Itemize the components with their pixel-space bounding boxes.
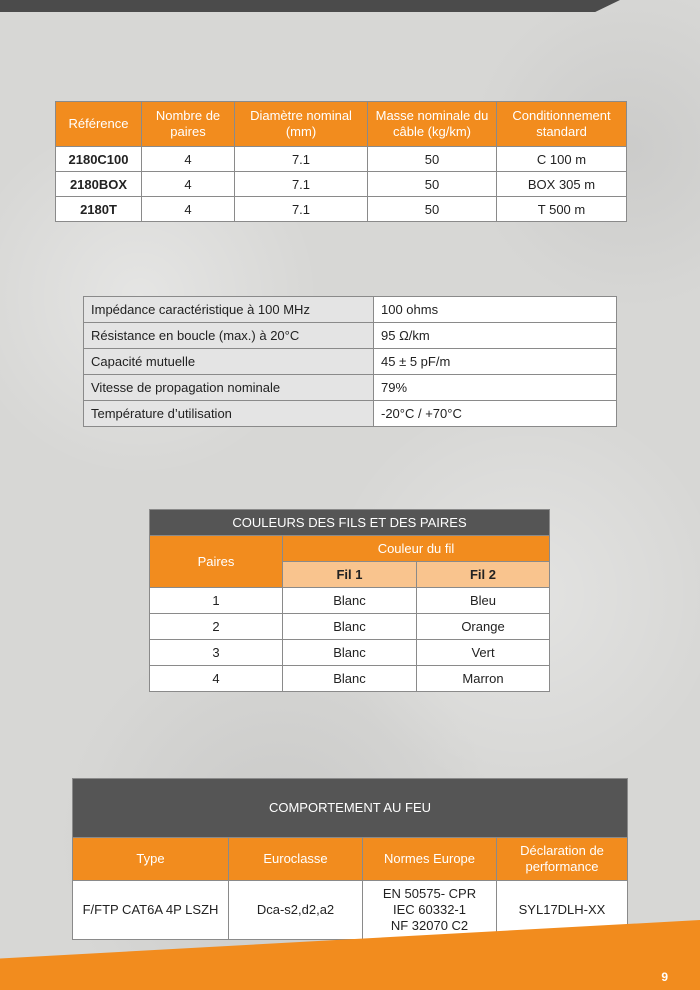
cell-pair-number: 4 — [150, 666, 283, 692]
spec-label: Résistance en boucle (max.) à 20°C — [84, 323, 374, 349]
wire-colors-header-row — [150, 536, 550, 562]
cell-fil1: Blanc — [283, 588, 417, 614]
cell-fil2: Marron — [417, 666, 550, 692]
cell-pair-number: 2 — [150, 614, 283, 640]
standard-line: IEC 60332-1 — [393, 902, 466, 917]
reference-header-row — [56, 102, 627, 147]
cell-fil1: Blanc — [283, 614, 417, 640]
spec-value: 45 ± 5 pF/m — [374, 349, 617, 375]
standard-line: EN 50575- CPR — [382, 886, 477, 901]
spec-value: 100 ohms — [374, 297, 617, 323]
cell-pairs: 4 — [142, 172, 235, 197]
table-row — [56, 172, 627, 197]
fire-header-row — [73, 838, 628, 881]
cell-fil1: Blanc — [283, 666, 417, 692]
table-row — [84, 323, 617, 349]
table-row — [150, 666, 550, 692]
header-euroclass: Euroclasse — [229, 838, 363, 881]
table-row — [150, 640, 550, 666]
header-wire-color: Couleur du fil — [283, 536, 550, 562]
table-row — [84, 375, 617, 401]
cell-diameter: 7.1 — [235, 172, 368, 197]
table-row — [84, 297, 617, 323]
header-packaging: Conditionnement standard — [497, 102, 627, 147]
table-row — [56, 147, 627, 172]
cell-euroclass: Dca-s2,d2,a2 — [229, 881, 363, 940]
cell-pair-number: 3 — [150, 640, 283, 666]
table-row — [150, 614, 550, 640]
cell-fil2: Bleu — [417, 588, 550, 614]
cell-reference: 2180T — [56, 197, 142, 222]
header-reference: Référence — [56, 102, 142, 147]
cell-diameter: 7.1 — [235, 197, 368, 222]
header-pairs-count: Nombre de paires — [142, 102, 235, 147]
cell-mass: 50 — [368, 172, 497, 197]
cell-fil2: Vert — [417, 640, 550, 666]
header-fil1: Fil 1 — [283, 562, 417, 588]
standard-line: NF 32070 C2 — [390, 918, 469, 933]
wire-colors-table — [149, 509, 550, 692]
cell-mass: 50 — [368, 197, 497, 222]
wire-colors-title-row — [150, 510, 550, 536]
cell-packaging: T 500 m — [497, 197, 627, 222]
header-diameter: Diamètre nominal (mm) — [235, 102, 368, 147]
table-row — [150, 588, 550, 614]
header-type: Type — [73, 838, 229, 881]
header-declaration: Déclaration de performance — [497, 838, 628, 881]
spec-label: Température d’utilisation — [84, 401, 374, 427]
header-pairs: Paires — [150, 536, 283, 588]
table-row — [84, 349, 617, 375]
cell-diameter: 7.1 — [235, 147, 368, 172]
fire-title-row — [73, 779, 628, 838]
top-decor-bar — [0, 0, 620, 12]
fire-behavior-table — [72, 778, 628, 940]
cell-pair-number: 1 — [150, 588, 283, 614]
cell-pairs: 4 — [142, 147, 235, 172]
cell-pairs: 4 — [142, 197, 235, 222]
spec-label: Impédance caractéristique à 100 MHz — [84, 297, 374, 323]
spec-value: 95 Ω/km — [374, 323, 617, 349]
spec-value: 79% — [374, 375, 617, 401]
specs-table — [83, 296, 617, 427]
spec-label: Capacité mutuelle — [84, 349, 374, 375]
reference-table — [55, 101, 627, 222]
fire-title: COMPORTEMENT AU FEU — [73, 779, 628, 838]
cell-declaration: SYL17DLH-XX — [497, 881, 628, 940]
spec-value: -20°C / +70°C — [374, 401, 617, 427]
cell-packaging: C 100 m — [497, 147, 627, 172]
cell-mass: 50 — [368, 147, 497, 172]
cell-packaging: BOX 305 m — [497, 172, 627, 197]
spec-label: Vitesse de propagation nominale — [84, 375, 374, 401]
table-row — [56, 197, 627, 222]
table-row — [84, 401, 617, 427]
header-mass: Masse nominale du câble (kg/km) — [368, 102, 497, 147]
cell-fil2: Orange — [417, 614, 550, 640]
header-standards: Normes Europe — [363, 838, 497, 881]
cell-standards — [363, 881, 497, 940]
cell-type: F/FTP CAT6A 4P LSZH — [73, 881, 229, 940]
wire-colors-title: COULEURS DES FILS ET DES PAIRES — [150, 510, 550, 536]
header-fil2: Fil 2 — [417, 562, 550, 588]
cell-reference: 2180BOX — [56, 172, 142, 197]
cell-reference: 2180C100 — [56, 147, 142, 172]
cell-fil1: Blanc — [283, 640, 417, 666]
page-number: 9 — [661, 970, 668, 984]
